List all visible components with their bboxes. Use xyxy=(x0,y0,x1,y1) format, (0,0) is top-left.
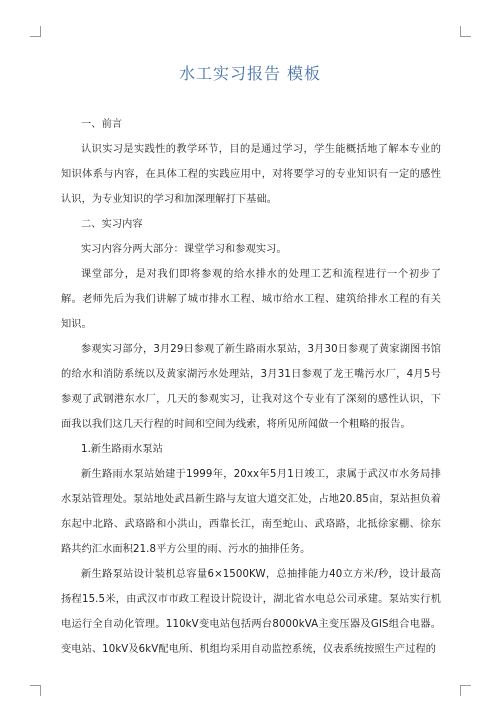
paragraph: 实习内容分两大部分：课堂学习和参观实习。 xyxy=(81,244,287,255)
paragraph: 课堂部分，是对我们即将参观的给水排水的处理工艺和流程进行一个初步了解。老师先后为我们讲解了城市排水工程、城市给水工程、建筑给排水工程的有关知识。 xyxy=(61,269,441,330)
page-corner-mark-top-left xyxy=(30,26,41,37)
paragraph: 新生路雨水泵站始建于1999年，20xx年5月1日竣工，隶属于武汉市水务局排水泵站管理处。泵站地处武昌新生路与友谊大道交汇处，占地20.85亩，泵站担负着东起中北路、武珞路和小洪山，西靠长江，南至蛇山、武珞路，北抵徐家棚、徐东路共约汇水面积21.8平方公里的雨、污水的抽排任务。 xyxy=(61,469,441,555)
page-corner-mark-top-right xyxy=(460,26,471,37)
paragraph: 参观实习部分，3月29日参观了新生路雨水泵站，3月30日参观了黄家湖图书馆的给水和消防系统以及黄家湖污水处理站，3月31日参观了龙王嘴污水厂，4月5号参观了武钢港东水厂，几天的参观实习，让我对这个专业有了深刻的感性认识，下面我以我们这几天行程的时间和空间为线索，将所见所闻做一个粗略的报告。 xyxy=(61,344,441,430)
paragraph: 认识实习是实践性的教学环节，目的是通过学习，学生能概括地了解本专业的知识体系与内容，在具体工程的实践应用中，对将要学习的专业知识有一定的感性认识，为专业知识的学习和加深理解打下基础。 xyxy=(61,144,441,205)
section-heading-content: 二、实习内容 xyxy=(81,219,143,230)
page-corner-mark-bottom-left xyxy=(30,685,41,696)
section-heading-preface: 一、前言 xyxy=(81,119,123,130)
page-corner-mark-bottom-right xyxy=(460,685,471,696)
subsection-heading-pump-station: 1.新生路雨水泵站 xyxy=(81,444,163,455)
document-title: 水工实习报告 模板 xyxy=(178,64,322,83)
paragraph: 新生路泵站设计装机总容量6×1500KW，总抽排能力40立方米/秒，设计最高扬程15.5米，由武汉市市政工程设计院设计，湖北省水电总公司承建。泵站实行机电运行全自动化管理。110kV变电站包括两台8000kVA主变压器及GIS组合电器。变电站、10kV及6kV配电所、机组均采用自动监控系统，仪表系统按照生产过程的 xyxy=(61,569,441,655)
document-body xyxy=(61,112,441,662)
